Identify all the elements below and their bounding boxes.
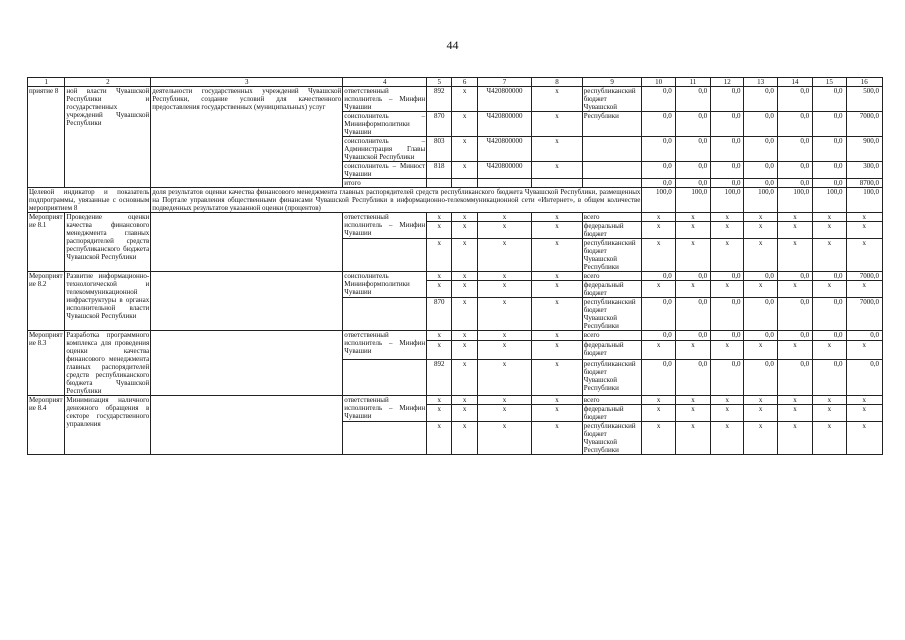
funding-source-cell: всего: [582, 213, 642, 222]
amount-cell: 0,0: [711, 112, 744, 137]
amount-cell: х: [813, 405, 846, 422]
amount-cell: х: [777, 281, 812, 298]
amount-cell: 0,0: [675, 179, 710, 188]
section-cell: х: [452, 359, 477, 395]
amount-cell: х: [642, 281, 675, 298]
amount-cell: х: [777, 396, 812, 405]
expense-group-cell: х: [532, 340, 583, 359]
measure-label: приятие 8: [28, 87, 65, 188]
amount-cell: 0,0: [675, 137, 710, 162]
amount-cell: 0,0: [777, 331, 812, 341]
amount-cell: 0,0: [777, 87, 812, 112]
amount-cell: х: [846, 405, 882, 422]
amount-cell: 0,0: [642, 179, 675, 188]
budget-table: [27, 77, 883, 455]
amount-cell: х: [846, 340, 882, 359]
amount-cell: 0,0: [813, 179, 846, 188]
section-cell: х: [452, 422, 477, 455]
column-header: 11: [675, 78, 710, 87]
header-row: [28, 78, 883, 87]
expense-group-cell: х: [532, 222, 583, 239]
indicator-label: Целевой индикатор и показатель подпрограммы, увязанные с основным мероприятием 8: [29, 188, 150, 212]
amount-cell: х: [711, 213, 744, 222]
funding-source-cell: всего: [582, 272, 642, 281]
expense-group-cell: [532, 179, 583, 188]
column-header: 7: [477, 78, 532, 87]
table-row: [28, 213, 883, 222]
expense-group-cell: х: [532, 396, 583, 405]
target-article-cell: Ч420800000: [477, 87, 532, 112]
target-article-cell: х: [477, 222, 532, 239]
indicator-value: 100,0: [675, 188, 710, 213]
amount-cell: х: [846, 213, 882, 222]
amount-cell: 0,0: [711, 298, 744, 331]
grbs-cell: х: [427, 396, 452, 405]
indicator-text: доля результатов оценки качества финансового менеджмента главных распорядителей средств республиканского бюджета Чувашской Республики, размещенных на Портале управления общественными финансами Чувашской Республики в информационно-телекоммуникационной сети «Интернет», в общем количестве подведенных результатов указанной оценки (процентов): [152, 188, 641, 212]
page-number: 44: [446, 38, 459, 52]
funding-source-cell: федеральный бюджет: [582, 281, 642, 298]
section-cell: х: [452, 239, 477, 272]
amount-cell: 0,0: [642, 87, 675, 112]
amount-cell: х: [744, 422, 777, 455]
amount-cell: х: [642, 396, 675, 405]
section-cell: х: [452, 298, 477, 331]
measure-title: Проведение оценки качества финансового менеджмента главных распорядителей средств республиканского бюджета Чувашской Республики: [65, 213, 151, 272]
grbs-cell: 892: [427, 87, 452, 112]
amount-cell: 0,0: [711, 272, 744, 281]
measure-title: Развитие информационно-технологической и телекоммуникационной инфраструктуры в органах исполнительной власти Чувашской Республики: [65, 272, 151, 331]
measure-blank: [151, 213, 343, 272]
target-article-cell: х: [477, 396, 532, 405]
expense-group-cell: х: [532, 281, 583, 298]
amount-cell: х: [813, 222, 846, 239]
amount-cell: х: [711, 405, 744, 422]
funding-source-cell: всего: [582, 331, 642, 341]
grbs-cell: х: [427, 213, 452, 222]
amount-cell: 0,0: [744, 162, 777, 179]
amount-cell: 900,0: [846, 137, 882, 162]
amount-cell: 0,0: [777, 137, 812, 162]
expense-group-cell: х: [532, 422, 583, 455]
expense-group-cell: х: [532, 331, 583, 341]
amount-cell: 300,0: [846, 162, 882, 179]
amount-cell: х: [813, 340, 846, 359]
amount-cell: х: [846, 396, 882, 405]
section-cell: х: [452, 396, 477, 405]
amount-cell: х: [675, 422, 710, 455]
section-cell: х: [452, 340, 477, 359]
amount-cell: х: [744, 281, 777, 298]
grbs-cell: х: [427, 239, 452, 272]
funding-source-cell: республиканский бюджет Чувашской: [582, 87, 642, 112]
section-cell: х: [452, 213, 477, 222]
amount-cell: х: [744, 405, 777, 422]
measure-label: Мероприятие 8.2: [28, 272, 65, 331]
amount-cell: 0,0: [777, 298, 812, 331]
amount-cell: х: [711, 239, 744, 272]
column-header: 1: [28, 78, 65, 87]
amount-cell: 0,0: [744, 272, 777, 281]
column-header: 3: [151, 78, 343, 87]
amount-cell: 0,0: [744, 298, 777, 331]
amount-cell: 0,0: [642, 331, 675, 341]
amount-cell: 0,0: [777, 112, 812, 137]
expense-group-cell: х: [532, 239, 583, 272]
amount-cell: 0,0: [813, 162, 846, 179]
column-header: 6: [452, 78, 477, 87]
executor-cell: соисполнитель – Минюст Чувашии: [344, 162, 426, 178]
expense-group-cell: х: [532, 87, 583, 112]
amount-cell: 0,0: [813, 272, 846, 281]
target-article-cell: х: [477, 422, 532, 455]
indicator-row: [28, 188, 883, 213]
executor-cell: [343, 239, 427, 272]
amount-cell: х: [675, 222, 710, 239]
amount-cell: х: [813, 239, 846, 272]
indicator-value: 100,0: [777, 188, 812, 213]
grbs-cell: 803: [427, 137, 452, 162]
amount-cell: 0,0: [813, 87, 846, 112]
indicator-value: 100,0: [846, 188, 882, 213]
amount-cell: х: [846, 239, 882, 272]
section-cell: х: [452, 137, 477, 162]
amount-cell: 0,0: [777, 162, 812, 179]
funding-source-cell: федеральный бюджет: [582, 222, 642, 239]
grbs-cell: 818: [427, 162, 452, 179]
funding-source-cell: Республики: [582, 112, 642, 137]
amount-cell: 0,0: [846, 359, 882, 395]
amount-cell: х: [711, 340, 744, 359]
funding-source-cell: федеральный бюджет: [582, 340, 642, 359]
amount-cell: 7000,0: [846, 298, 882, 331]
column-header: 16: [846, 78, 882, 87]
target-article-cell: х: [477, 340, 532, 359]
amount-cell: х: [813, 422, 846, 455]
section-cell: х: [452, 87, 477, 112]
amount-cell: х: [813, 396, 846, 405]
column-header: 4: [343, 78, 427, 87]
amount-cell: 0,0: [813, 137, 846, 162]
measure-label: Мероприятие 8.3: [28, 331, 65, 396]
executor-cell: [343, 359, 427, 395]
amount-cell: х: [675, 281, 710, 298]
column-header: 15: [813, 78, 846, 87]
amount-cell: 0,0: [675, 359, 710, 395]
amount-cell: х: [642, 340, 675, 359]
column-header: 14: [777, 78, 812, 87]
measure-title: Минимизация наличного денежного обращения в секторе государственного управления: [65, 396, 151, 455]
executor-cell: ответственный исполнитель – Минфин Чувашии: [344, 87, 426, 111]
grbs-cell: 870: [427, 298, 452, 331]
measure-description: деятельности государственных учреждений Чувашской Республики, создание условий для качественного предоставления государственных (муниципальных) услуг: [151, 87, 343, 188]
target-article-cell: х: [477, 239, 532, 272]
amount-cell: х: [777, 340, 812, 359]
amount-cell: 0,0: [675, 162, 710, 179]
funding-source-cell: [582, 162, 642, 179]
amount-cell: 0,0: [642, 137, 675, 162]
section-cell: х: [452, 222, 477, 239]
column-header: 8: [532, 78, 583, 87]
column-header: 10: [642, 78, 675, 87]
amount-cell: х: [642, 422, 675, 455]
amount-cell: х: [642, 239, 675, 272]
amount-cell: х: [642, 222, 675, 239]
column-header: 13: [744, 78, 777, 87]
target-article-cell: х: [477, 405, 532, 422]
amount-cell: х: [777, 239, 812, 272]
amount-cell: х: [744, 239, 777, 272]
funding-source-cell: федеральный бюджет: [582, 405, 642, 422]
amount-cell: 0,0: [744, 331, 777, 341]
amount-cell: 0,0: [744, 359, 777, 395]
column-header: 12: [711, 78, 744, 87]
amount-cell: х: [813, 281, 846, 298]
executor-cell: соисполнитель Мининформполитики Чувашии: [343, 272, 427, 298]
section-cell: х: [452, 331, 477, 341]
amount-cell: х: [777, 405, 812, 422]
target-article-cell: х: [477, 272, 532, 281]
target-article-cell: [477, 179, 532, 188]
expense-group-cell: х: [532, 359, 583, 395]
funding-source-cell: [582, 179, 642, 188]
target-article-cell: х: [477, 359, 532, 395]
amount-cell: 0,0: [711, 359, 744, 395]
grbs-cell: х: [427, 422, 452, 455]
amount-cell: 7000,0: [846, 272, 882, 281]
amount-cell: 7000,0: [846, 112, 882, 137]
funding-source-cell: республиканский бюджет Чувашской Республики: [582, 359, 642, 395]
amount-cell: х: [846, 281, 882, 298]
expense-group-cell: х: [532, 405, 583, 422]
measure-subject: ной власти Чувашской Республики и государственных учреждений Чувашской Республики: [65, 87, 151, 188]
table-body: [28, 78, 883, 455]
amount-cell: х: [675, 213, 710, 222]
grbs-cell: [427, 179, 452, 188]
amount-cell: 0,0: [675, 87, 710, 112]
indicator-value: 100,0: [642, 188, 675, 213]
amount-cell: 0,0: [813, 298, 846, 331]
amount-cell: х: [675, 405, 710, 422]
amount-cell: 0,0: [813, 112, 846, 137]
executor-cell: ответственный исполнитель – Минфин Чувашии: [344, 396, 426, 420]
amount-cell: х: [744, 213, 777, 222]
grbs-cell: 870: [427, 112, 452, 137]
amount-cell: 0,0: [744, 179, 777, 188]
measure-label: Мероприятие 8.4: [28, 396, 65, 455]
expense-group-cell: х: [532, 137, 583, 162]
grbs-cell: х: [427, 340, 452, 359]
target-article-cell: х: [477, 331, 532, 341]
table-row: [28, 331, 883, 341]
amount-cell: 0,0: [846, 331, 882, 341]
grbs-cell: х: [427, 281, 452, 298]
amount-cell: х: [744, 340, 777, 359]
measure-label: Мероприятие 8.1: [28, 213, 65, 272]
indicator-value: 100,0: [711, 188, 744, 213]
amount-cell: х: [744, 222, 777, 239]
measure-blank: [151, 272, 343, 331]
amount-cell: х: [777, 222, 812, 239]
amount-cell: х: [744, 396, 777, 405]
grbs-cell: 892: [427, 359, 452, 395]
amount-cell: х: [813, 213, 846, 222]
section-cell: х: [452, 162, 477, 179]
column-header: 2: [65, 78, 151, 87]
executor-cell: соисполнитель – Мининформполитики Чувашии: [344, 112, 426, 136]
funding-source-cell: республиканский бюджет Чувашской Республики: [582, 422, 642, 455]
amount-cell: 0,0: [777, 179, 812, 188]
executor-cell: ответственный исполнитель – Минфин Чувашии: [344, 213, 426, 237]
amount-cell: 0,0: [744, 112, 777, 137]
table-row: [28, 87, 883, 112]
amount-cell: х: [777, 422, 812, 455]
grbs-cell: х: [427, 331, 452, 341]
expense-group-cell: х: [532, 213, 583, 222]
amount-cell: х: [642, 213, 675, 222]
amount-cell: х: [675, 396, 710, 405]
amount-cell: 0,0: [711, 137, 744, 162]
table-row: [28, 272, 883, 281]
target-article-cell: Ч420800000: [477, 162, 532, 179]
amount-cell: 0,0: [711, 179, 744, 188]
measure-blank: [151, 396, 343, 455]
executor-cell: итого: [343, 179, 427, 188]
amount-cell: 0,0: [744, 137, 777, 162]
amount-cell: 0,0: [744, 87, 777, 112]
amount-cell: х: [777, 213, 812, 222]
amount-cell: х: [846, 222, 882, 239]
funding-source-cell: республиканский бюджет Чувашской Республики: [582, 239, 642, 272]
executor-cell: ответственный исполнитель – Минфин Чувашии: [343, 331, 427, 360]
amount-cell: 0,0: [711, 331, 744, 341]
funding-source-cell: республиканский бюджет Чувашской Республики: [582, 298, 642, 331]
amount-cell: х: [675, 340, 710, 359]
executor-cell: соисполнитель – Администрация Главы Чувашской Республики: [344, 137, 426, 161]
amount-cell: 8700,0: [846, 179, 882, 188]
indicator-value: 100,0: [813, 188, 846, 213]
amount-cell: х: [846, 422, 882, 455]
section-cell: х: [452, 405, 477, 422]
amount-cell: х: [711, 222, 744, 239]
target-article-cell: х: [477, 213, 532, 222]
measure-title: Разработка программного комплекса для проведения оценки качества финансового менеджмента главных распорядителей средств республиканского бюджета Чувашской Республики: [66, 331, 150, 395]
column-header: 9: [582, 78, 642, 87]
section-cell: х: [452, 272, 477, 281]
amount-cell: х: [642, 405, 675, 422]
expense-group-cell: х: [532, 272, 583, 281]
amount-cell: 0,0: [711, 87, 744, 112]
target-article-cell: Ч420800000: [477, 137, 532, 162]
amount-cell: х: [711, 422, 744, 455]
section-cell: [452, 179, 477, 188]
grbs-cell: х: [427, 222, 452, 239]
column-header: 5: [427, 78, 452, 87]
amount-cell: 500,0: [846, 87, 882, 112]
amount-cell: х: [711, 396, 744, 405]
funding-source-cell: всего: [582, 396, 642, 405]
target-article-cell: Ч420800000: [477, 112, 532, 137]
amount-cell: 0,0: [777, 359, 812, 395]
amount-cell: х: [675, 239, 710, 272]
grbs-cell: х: [427, 405, 452, 422]
amount-cell: 0,0: [675, 331, 710, 341]
table-row: [28, 396, 883, 405]
amount-cell: 0,0: [675, 112, 710, 137]
amount-cell: 0,0: [675, 272, 710, 281]
executor-cell: [343, 298, 427, 331]
amount-cell: 0,0: [642, 112, 675, 137]
amount-cell: 0,0: [675, 298, 710, 331]
target-article-cell: х: [477, 281, 532, 298]
section-cell: х: [452, 281, 477, 298]
section-cell: х: [452, 112, 477, 137]
indicator-value: 100,0: [744, 188, 777, 213]
amount-cell: 0,0: [777, 272, 812, 281]
amount-cell: х: [711, 281, 744, 298]
amount-cell: 0,0: [642, 162, 675, 179]
amount-cell: 0,0: [711, 162, 744, 179]
executor-cell: [343, 422, 427, 455]
amount-cell: 0,0: [642, 298, 675, 331]
amount-cell: 0,0: [813, 359, 846, 395]
funding-source-cell: [582, 137, 642, 162]
amount-cell: 0,0: [642, 359, 675, 395]
expense-group-cell: х: [532, 112, 583, 137]
expense-group-cell: х: [532, 162, 583, 179]
amount-cell: 0,0: [813, 331, 846, 341]
target-article-cell: х: [477, 298, 532, 331]
expense-group-cell: х: [532, 298, 583, 331]
amount-cell: 0,0: [642, 272, 675, 281]
grbs-cell: х: [427, 272, 452, 281]
measure-blank: [151, 331, 343, 396]
